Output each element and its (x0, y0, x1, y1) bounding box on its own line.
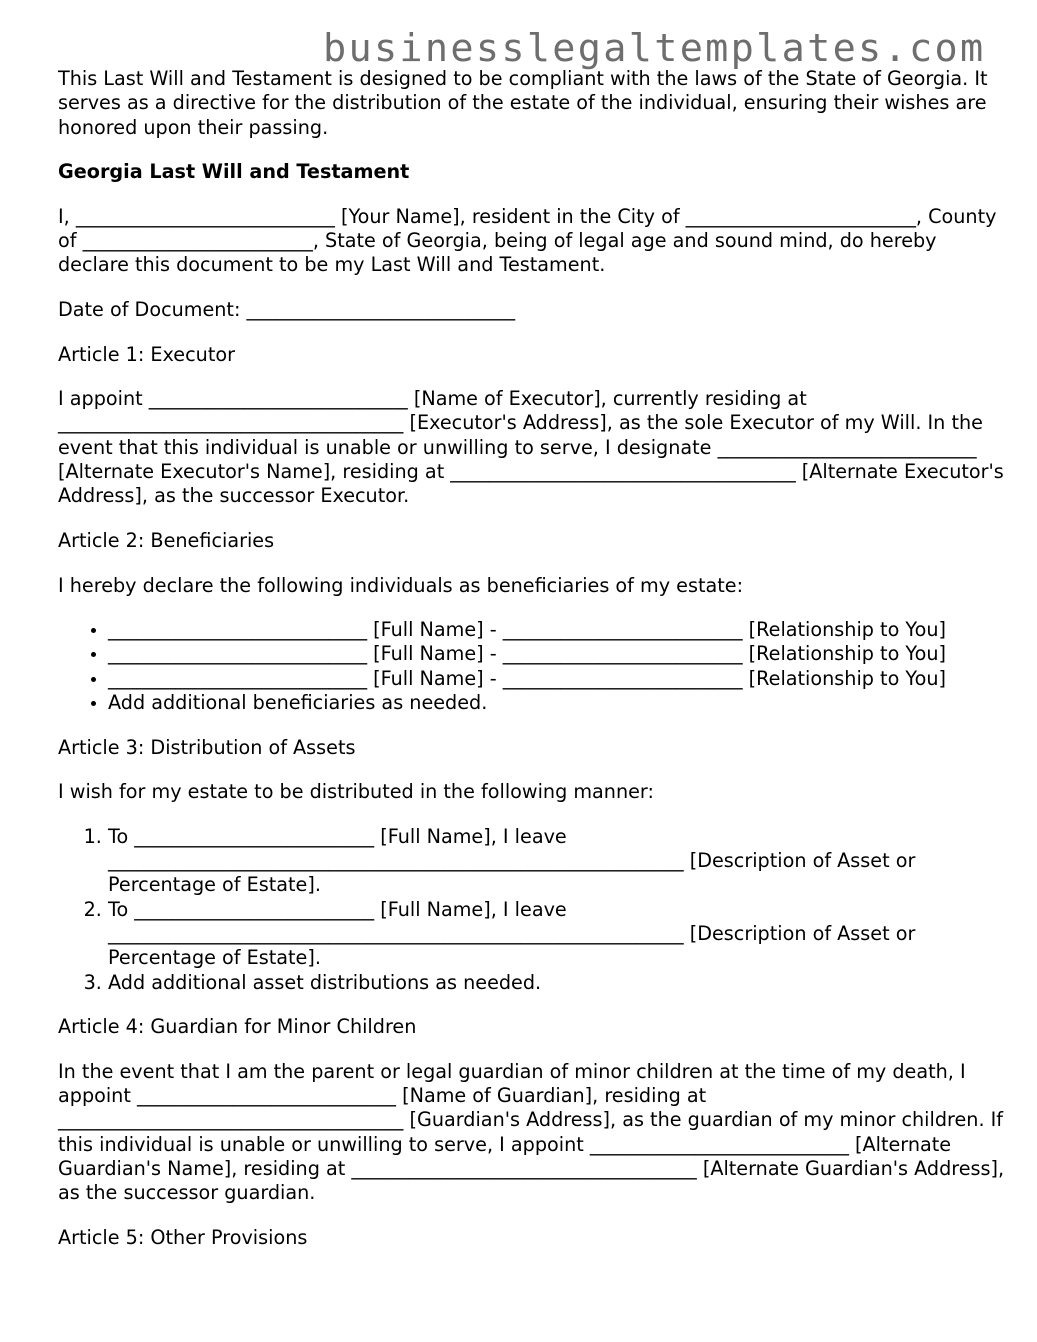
list-item: • ___________________________ [Full Name] - _________________________ [Relationship to You] (108, 618, 1008, 642)
list-item: • ___________________________ [Full Name] - _________________________ [Relationship to You] (108, 667, 1008, 691)
watermark: businesslegaltemplates.com (323, 26, 986, 71)
article-2-heading: Article 2: Beneficiaries (58, 528, 275, 552)
document-body (58, 67, 1008, 1270)
beneficiaries-list (58, 618, 1008, 715)
list-item: 2. To _________________________ [Full Name], I leave ____________________________________________________________ [Description of Asset or Percentage of Estate]. (108, 898, 1008, 971)
intro-paragraph: This Last Will and Testament is designed to be compliant with the laws of the State of Georgia. It serves as a directive for the distribution of the estate of the individual, ensuring their wishes are honored upon their passing. (58, 67, 988, 139)
article-3-heading: Article 3: Distribution of Assets (58, 735, 356, 759)
article-3-lead: I wish for my estate to be distributed in the following manner: (58, 780, 654, 804)
article-1-body: I appoint ___________________________ [Name of Executor], currently residing at ____________________________________ [Executor's Address], as the sole Executor of my Will. In the event that this individual is unable or unwilling to serve, I designate ___________________________ [Alternate Executor's Name], residing at ____________________________________ [Alternate Executor's Address], as the successor Executor. (58, 387, 1004, 508)
list-item: • Add additional beneficiaries as needed. (108, 691, 1008, 715)
article-2-lead: I hereby declare the following individuals as beneficiaries of my estate: (58, 573, 744, 597)
article-5-heading: Article 5: Other Provisions (58, 1225, 308, 1249)
list-item: 3. Add additional asset distributions as needed. (108, 971, 1008, 995)
list-item: 1. To _________________________ [Full Name], I leave ____________________________________________________________ [Description of Asset or Percentage of Estate]. (108, 825, 1008, 898)
article-4-heading: Article 4: Guardian for Minor Children (58, 1015, 417, 1039)
article-1-heading: Article 1: Executor (58, 342, 235, 366)
distribution-list (58, 825, 1008, 995)
list-item: • ___________________________ [Full Name] - _________________________ [Relationship to You] (108, 642, 1008, 666)
document-title: Georgia Last Will and Testament (58, 160, 410, 184)
article-4-body: In the event that I am the parent or legal guardian of minor children at the time of my death, I appoint ___________________________ [Name of Guardian], residing at ____________________________________ [Guardian's Address], as the guardian of my minor children. If this individual is unable or unwilling to serve, I appoint ___________________________ [Alternate Guardian's Name], residing at ____________________________________ [Alternate Guardian's Address], as the successor guardian. (58, 1059, 1005, 1205)
declaration-paragraph: I, ___________________________ [Your Name], resident in the City of ________________________, County of ________________________, State of Georgia, being of legal age and sound mind, do hereby declare this document to be my Last Will and Testament. (58, 204, 997, 277)
date-line: Date of Document: ____________________________ (58, 297, 516, 321)
